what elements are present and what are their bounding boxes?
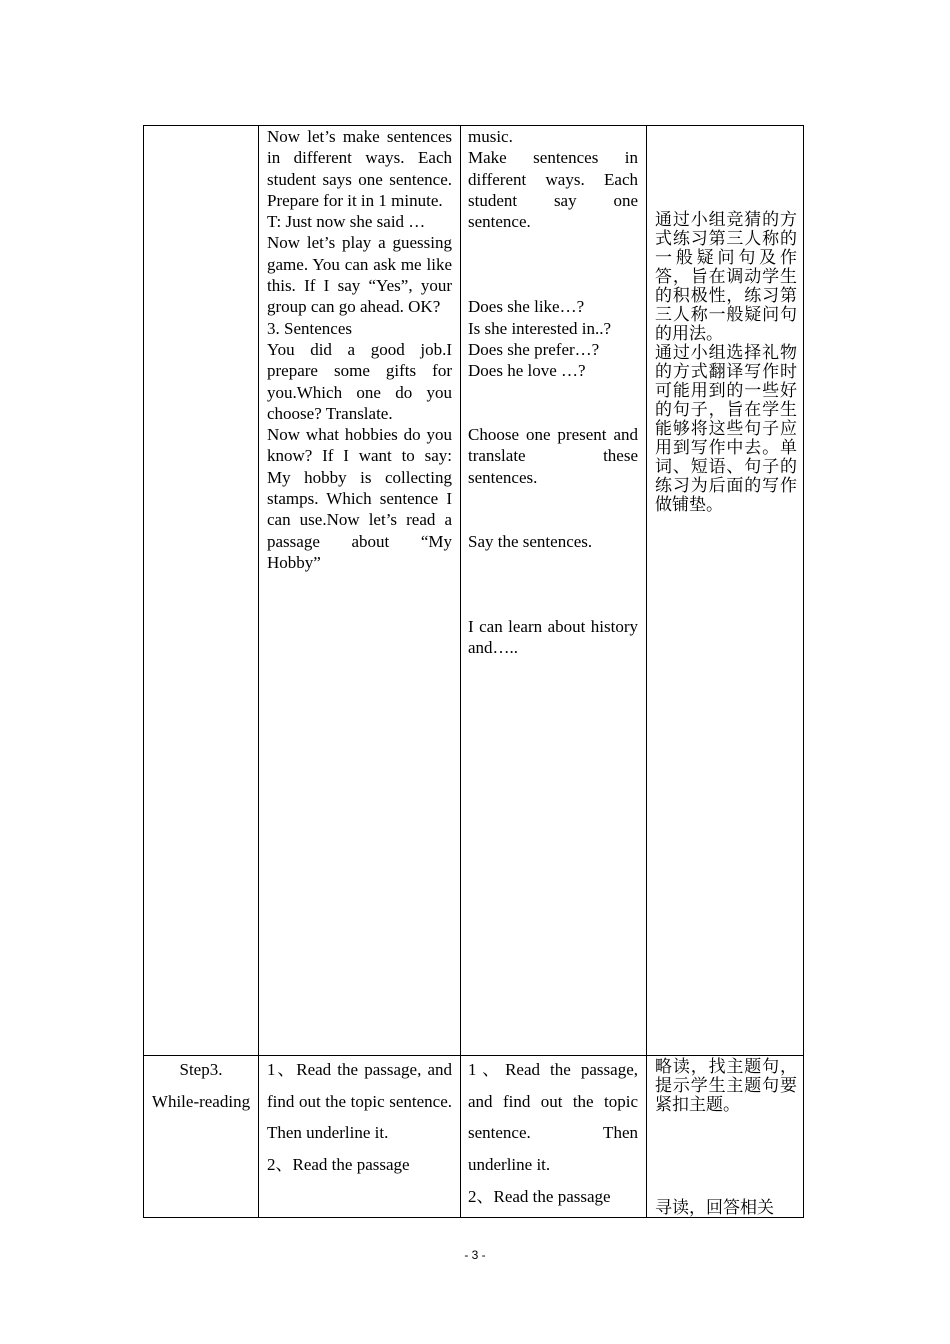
column-divider	[460, 126, 461, 1217]
teacher-paragraph: T: Just now she said …	[267, 212, 426, 232]
design-purpose-cell	[655, 211, 797, 515]
student-paragraph: 2、Read the passage	[468, 1186, 611, 1206]
student-question: Does she prefer…?	[468, 339, 600, 359]
lesson-plan-table	[143, 125, 804, 1218]
teacher-paragraph: Now what hobbies do you know? If I want to say: My hobby is collecting stamps. Which sentence I can use.Now let’s read a passage about “My Hobby”	[267, 425, 452, 572]
purpose-paragraph: 寻读，回答相关	[655, 1198, 774, 1218]
purpose-paragraph: 略读，找主题句，提示学生主题句要紧扣主题。	[655, 1057, 797, 1115]
teacher-paragraph: 3. Sentences	[267, 318, 352, 338]
student-activity-cell	[468, 126, 638, 658]
step-label-cell	[144, 1054, 258, 1117]
teacher-paragraph: You did a good job.I prepare some gifts for you.Which one do you choose? Translate.	[267, 339, 452, 423]
student-paragraph: Say the sentences.	[468, 531, 593, 551]
student-question: Does he love …?	[468, 361, 586, 381]
teacher-paragraph: 1、Read the passage, and find out the topic sentence. Then underline it.	[267, 1060, 452, 1143]
student-paragraph: 1、Read the passage, and find out the topic sentence. Then underline it.	[468, 1060, 638, 1175]
student-question: Is she interested in..?	[468, 318, 612, 338]
step-title: While-reading	[151, 1091, 251, 1111]
teacher-paragraph: Now let’s play a guessing game. You can ask me like this. If I say “Yes”, your group can go ahead. OK?	[267, 233, 452, 317]
purpose-paragraph: 通过小组竞猜的方式练习第三人称的一般疑问句及作答，旨在调动学生的积极性，练习第三人称一般疑问句的用法。	[655, 210, 797, 344]
teacher-paragraph: Now let’s make sentences in different ways. Each student says one sentence. Prepare for it in 1 minute.	[267, 127, 452, 210]
teacher-activity-cell	[267, 126, 452, 573]
page-number: - 3 -	[464, 1248, 486, 1262]
teacher-paragraph: 2、Read the passage	[267, 1155, 410, 1175]
student-activity-cell	[468, 1054, 638, 1213]
purpose-paragraph: 通过小组选择礼物的方式翻译写作时可能用到的一些好的句子，旨在学生能够将这些句子应用到写作中去。单词、短语、句子的练习为后面的写作做铺垫。	[655, 343, 797, 515]
column-divider	[646, 126, 647, 1217]
student-paragraph: music.	[468, 127, 513, 146]
design-purpose-cell	[655, 1199, 797, 1218]
step-number: Step3.	[179, 1060, 223, 1079]
design-purpose-cell	[655, 1058, 797, 1115]
column-divider	[258, 126, 259, 1217]
student-question: Does she like…?	[468, 297, 585, 317]
teacher-activity-cell	[267, 1054, 452, 1181]
student-paragraph: I can learn about history and…..	[468, 616, 638, 658]
student-paragraph: Choose one present and translate these sentences.	[468, 425, 638, 487]
student-paragraph: Make sentences in different ways. Each student say one sentence.	[468, 148, 638, 232]
